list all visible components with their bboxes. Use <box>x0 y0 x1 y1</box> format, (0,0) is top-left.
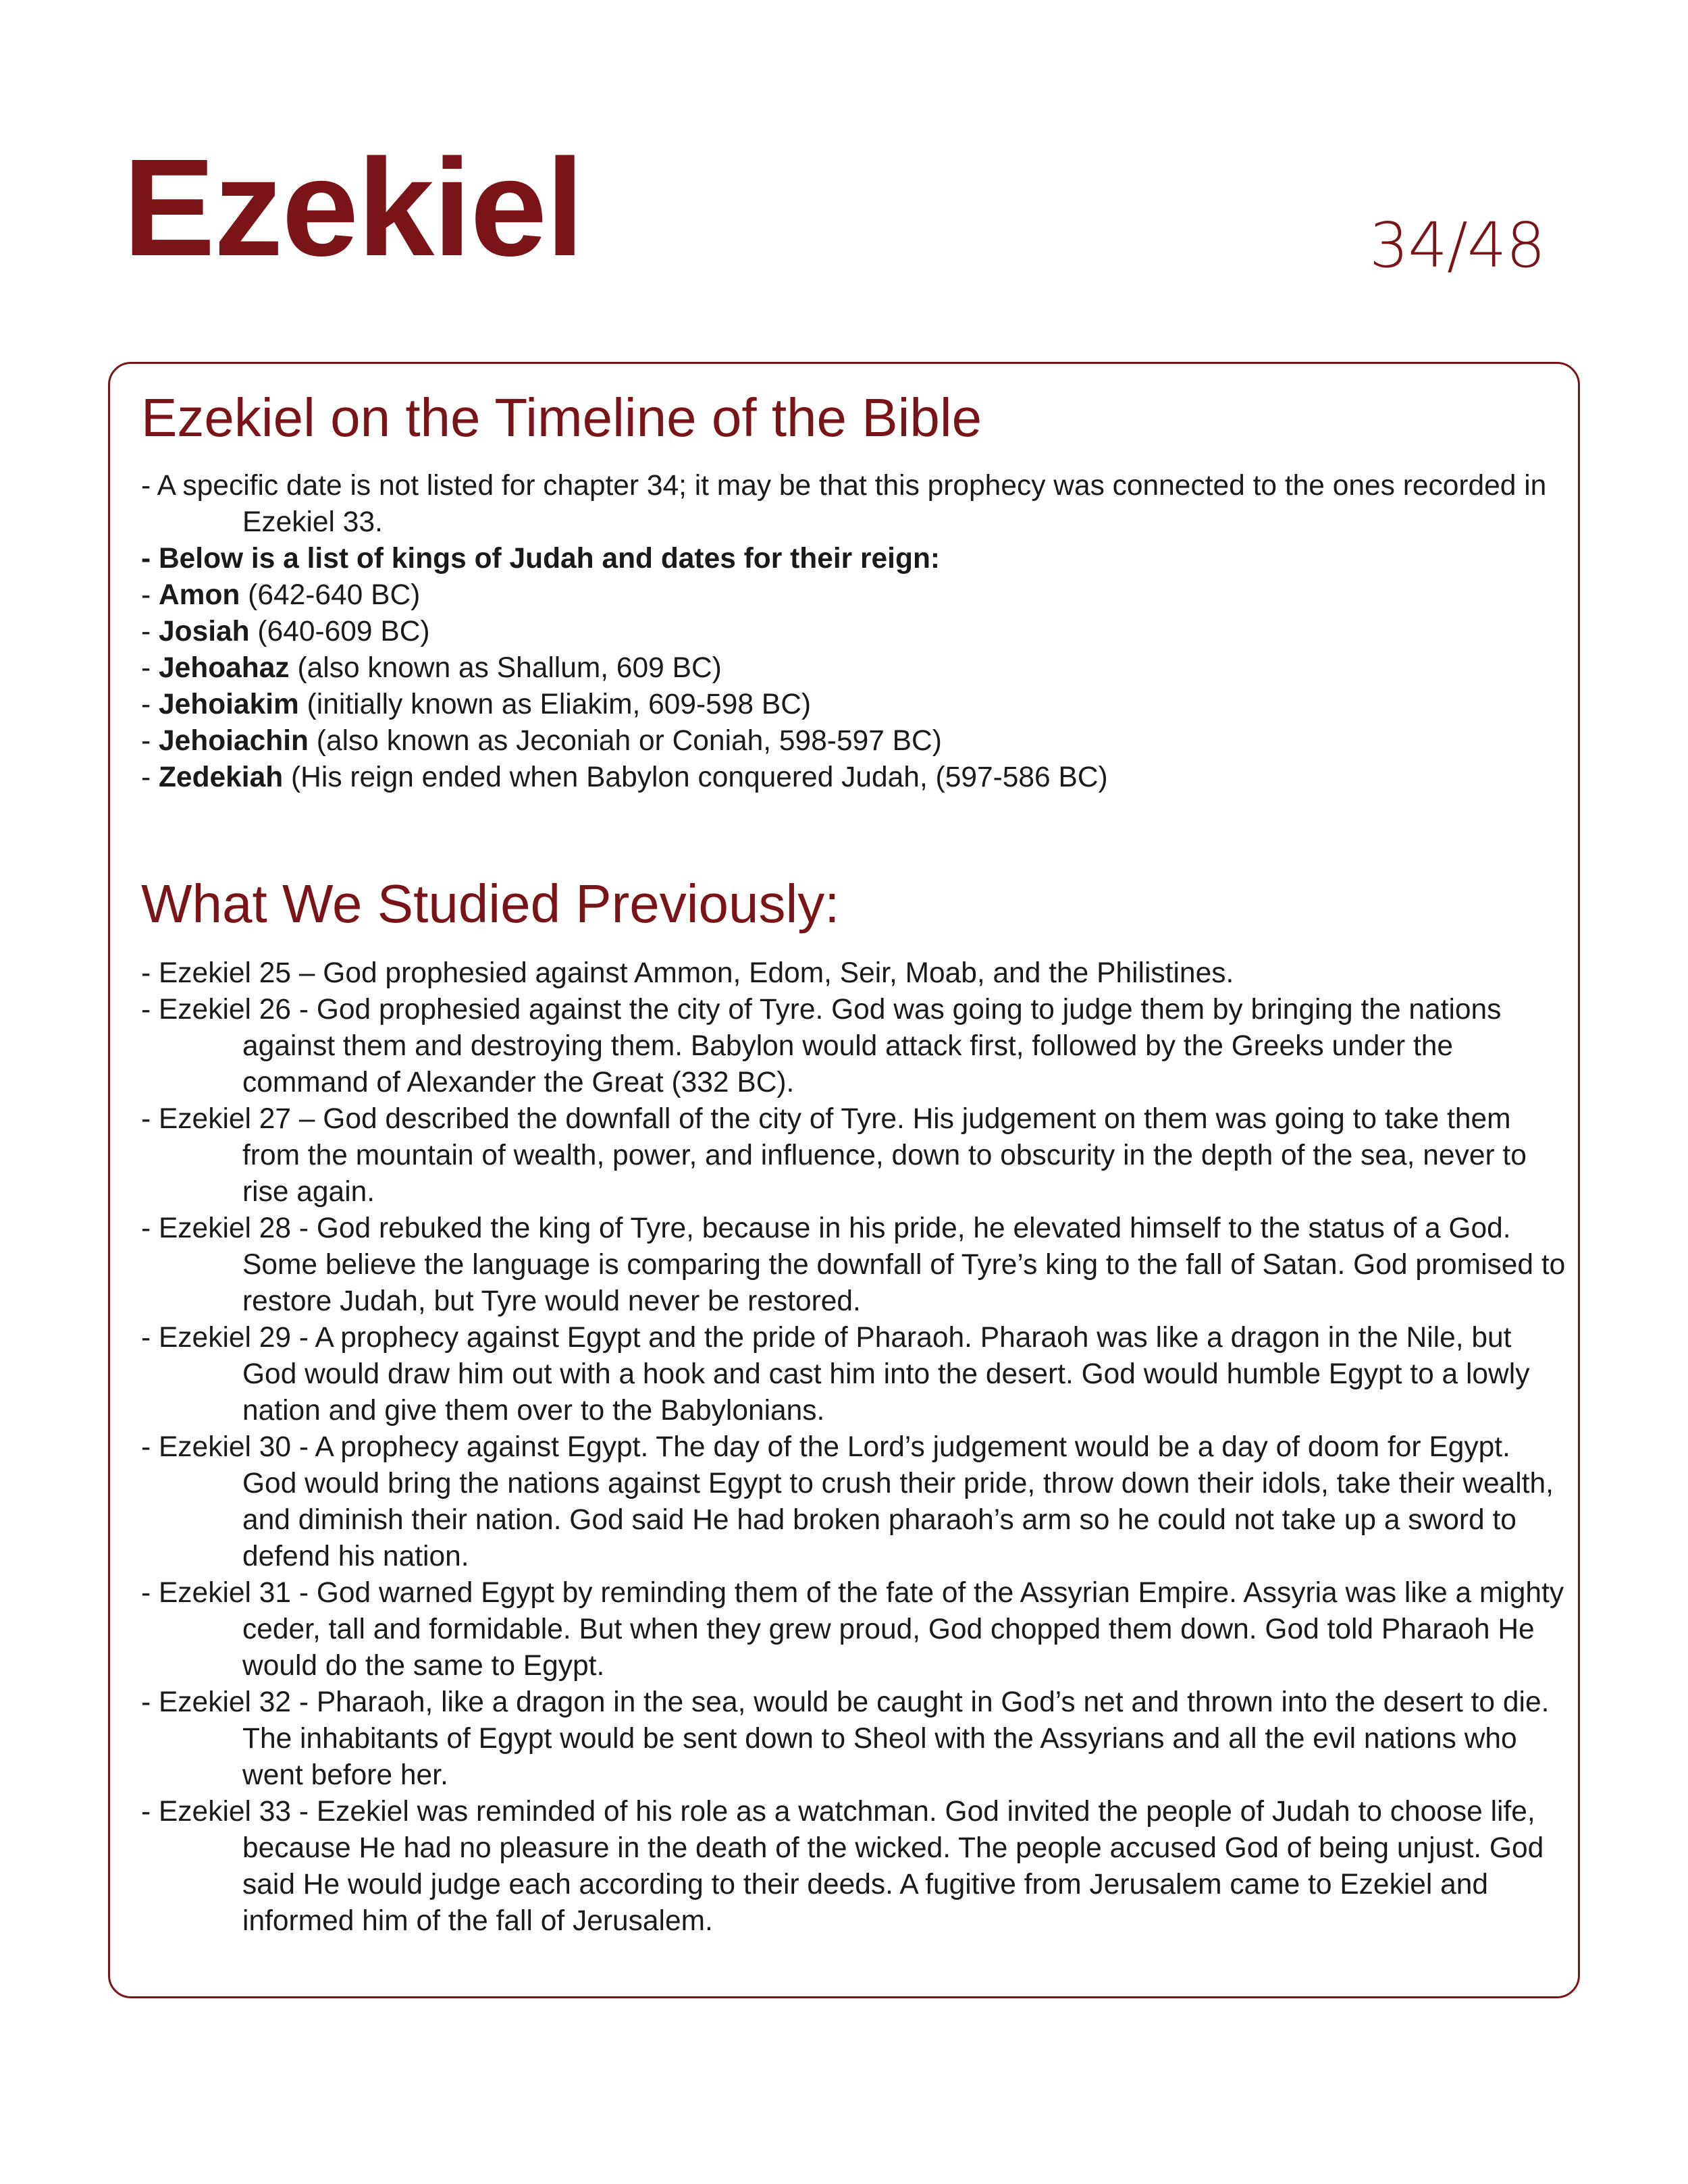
king-prefix: - <box>141 762 159 793</box>
chapter-summary: - Ezekiel 31 - God warned Egypt by reminding them of the fate of the Assyrian Empire. Assyria was like a mighty ceder, tall and formidable. But when they grew proud, God chopped them down. God told Pharaoh He would do the same to Egypt. <box>141 1577 1564 1682</box>
king-item <box>141 577 1566 614</box>
king-name: Jehoiachin <box>158 725 309 757</box>
king-prefix: - <box>141 725 159 757</box>
chapter-summary: - Ezekiel 32 - Pharaoh, like a dragon in the sea, would be caught in God’s net and thrown into the desert to die. The inhabitants of Egypt would be sent down to Sheol with the Assyrians and all the evil nations who went before her. <box>141 1686 1550 1791</box>
previous-heading: What We Studied Previously: <box>141 874 840 934</box>
chapter-summary: - Ezekiel 33 - Ezekiel was reminded of his role as a watchman. God invited the people of Judah to choose life, because He had no pleasure in the death of the wicked. The people accused God of being unjust. God said He would judge each according to their deeds. A fugitive from Jerusalem came to Ezekiel and informed him of the fall of Jerusalem. <box>141 1796 1544 1937</box>
king-detail: (His reign ended when Babylon conquered Judah, (597-586 BC) <box>283 762 1108 793</box>
king-name: Zedekiah <box>158 762 284 793</box>
chapter-summary: - Ezekiel 28 - God rebuked the king of Tyre, because in his pride, he elevated himself to the status of a God. Some believe the language is comparing the downfall of Tyre’s king to the fall of Satan. God promised to restore Judah, but Tyre would never be restored. <box>141 1213 1566 1317</box>
previous-list <box>141 955 1566 1940</box>
content-box <box>108 362 1580 1998</box>
chapter-summary: - Ezekiel 27 – God described the downfall of the city of Tyre. His judgement on them was going to take them from the mountain of wealth, power, and influence, down to obscurity in the depth of the sea, never to rise again. <box>141 1103 1527 1208</box>
king-detail: (642-640 BC) <box>240 579 421 611</box>
king-prefix: - <box>141 579 159 611</box>
page-title: Ezekiel <box>123 130 583 285</box>
king-name: Jehoiakim <box>158 689 299 720</box>
king-prefix: - <box>141 616 159 647</box>
timeline-heading: Ezekiel on the Timeline of the Bible <box>141 388 982 448</box>
chapter-summary: - Ezekiel 25 – God prophesied against Ammon, Edom, Seir, Moab, and the Philistines. <box>141 957 1234 989</box>
king-item <box>141 614 1566 650</box>
timeline-list <box>141 468 1566 796</box>
king-detail: (initially known as Eliakim, 609-598 BC) <box>298 689 812 720</box>
chapter-summary: - Ezekiel 30 - A prophecy against Egypt. The day of the Lord’s judgement would be a day of doom for Egypt. God would bring the nations against Egypt to crush their pride, throw down their idols, take their wealth, and diminish their nation. God said He had broken pharaoh’s arm so he could not take up a sword to defend his nation. <box>141 1431 1554 1572</box>
king-name: Amon <box>158 579 240 611</box>
king-item <box>141 687 1566 723</box>
king-detail: (also known as Jeconiah or Coniah, 598-597 BC) <box>308 725 942 757</box>
kings-heading: - Below is a list of kings of Judah and dates for their reign: <box>141 543 941 575</box>
chapter-summary: - Ezekiel 29 - A prophecy against Egypt and the pride of Pharaoh. Pharaoh was like a dragon in the Nile, but God would draw him out with a hook and cast him into the desert. God would humble Egypt to a lowly nation and give them over to the Babylonians. <box>141 1322 1530 1427</box>
king-prefix: - <box>141 652 159 684</box>
king-name: Jehoahaz <box>158 652 290 684</box>
chapter-summary: - Ezekiel 26 - God prophesied against the city of Tyre. God was going to judge them by bringing the nations against them and destroying them. Babylon would attack first, followed by the Greeks under the command of Alexander the Great (332 BC). <box>141 994 1502 1098</box>
king-item <box>141 723 1566 760</box>
king-prefix: - <box>141 689 159 720</box>
king-detail: (640-609 BC) <box>249 616 430 647</box>
king-item <box>141 650 1566 687</box>
king-detail: (also known as Shallum, 609 BC) <box>289 652 722 684</box>
king-item <box>141 760 1566 796</box>
page-counter: 34/48 <box>1369 209 1545 282</box>
timeline-intro: - A specific date is not listed for chapter 34; it may be that this prophecy was connected to the ones recorded in Ezekiel 33. <box>141 470 1547 538</box>
king-name: Josiah <box>158 616 250 647</box>
